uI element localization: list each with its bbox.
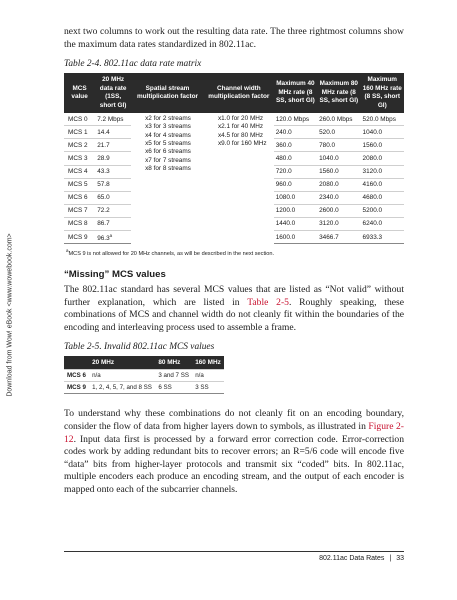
spatial-factor-item: x4 for 4 streams: [145, 131, 191, 139]
max-80mhz-cell: 1040.0: [317, 152, 360, 165]
rate-20mhz-cell: [95, 231, 131, 244]
mcs-value-cell: MCS 6: [64, 370, 89, 382]
mcs-value-cell: MCS 2: [64, 139, 95, 152]
rate-20mhz-cell: [95, 126, 131, 139]
mcs-value-cell: MCS 9: [64, 382, 89, 394]
table-header-row: [64, 356, 224, 370]
channel-factor-item: x9.0 for 160 MHz: [217, 140, 267, 148]
spatial-factor-item: x5 for 5 streams: [145, 140, 191, 148]
max-80mhz-cell: 2080.0: [317, 178, 360, 191]
header-mcs: MCS value: [64, 73, 95, 113]
footnote-text: MCS 9 is not allowed for 20 MHz channels, as will be described in the next section.: [68, 250, 275, 257]
rate-20mhz-cell: [95, 139, 131, 152]
rate-20mhz-cell: [95, 152, 131, 165]
max-40mhz-cell: 360.0: [274, 139, 317, 152]
mcs-value-cell: MCS 8: [64, 217, 95, 230]
footnote-marker: a: [66, 248, 69, 254]
table-footnote: [66, 248, 404, 257]
max-160mhz-cell: 6933.3: [361, 231, 404, 244]
invalid-c20-cell: n/a: [89, 370, 155, 382]
rate-20mhz-cell: [95, 113, 131, 126]
rate-20mhz-cell: [95, 165, 131, 178]
max-160mhz-cell: 5200.0: [361, 204, 404, 217]
invalid-c160-cell: n/a: [192, 370, 224, 382]
max-40mhz-cell: 120.0 Mbps: [275, 115, 310, 123]
mcs-value-cell: MCS 3: [64, 152, 95, 165]
max-160mhz-cell: 4680.0: [361, 191, 404, 204]
table-row: [64, 113, 404, 126]
rate-20mhz-value: 96.3: [97, 234, 110, 242]
spatial-factor-item: x7 for 7 streams: [145, 156, 191, 164]
download-watermark: [4, 195, 16, 435]
table-row: [64, 382, 224, 394]
rate-20mhz-value: 72.2: [97, 207, 110, 215]
page-body: [64, 26, 404, 497]
spatial-factor-item: x6 for 6 streams: [145, 148, 191, 156]
invalid-c80-cell: 6 SS: [155, 382, 192, 394]
rate-20mhz-cell: [95, 191, 131, 204]
header-80mhz: 80 MHz: [155, 356, 192, 370]
max-40mhz-cell: 720.0: [274, 165, 317, 178]
header-max-40mhz: Maximum 40 MHz rate (8 SS, short GI): [274, 73, 317, 113]
para2-text-before: To understand why these combinations do not cleanly fit on an encoding boundary, consider the flow of data from higher layers down to symbols, as illustrated in: [64, 408, 404, 432]
table-2-4-caption: Table 2-4. 802.11ac data rate matrix: [64, 59, 202, 70]
header-spatial-stream-factor: Spatial stream multiplication factor: [131, 73, 204, 113]
mcs-value-cell: MCS 6: [64, 191, 95, 204]
max-160mhz-cell: 3120.0: [361, 165, 404, 178]
missing-mcs-paragraph: [64, 284, 404, 334]
encoding-paragraph: [64, 408, 404, 496]
figure-2-12-link[interactable]: Figure 2-12: [64, 420, 404, 445]
mcs-value-cell: MCS 0: [68, 115, 88, 123]
footnote-marker: a: [109, 232, 113, 238]
max-160mhz-cell: 4160.0: [361, 178, 404, 191]
max-40mhz-cell: 1200.0: [274, 204, 317, 217]
page-number: 33: [396, 555, 404, 562]
mcs-value-cell: MCS 1: [64, 126, 95, 139]
spatial-stream-factor-cell: [131, 113, 204, 243]
rate-20mhz-value: 7.2 Mbps: [97, 115, 124, 123]
header-max-80mhz: Maximum 80 MHz rate (8 SS, short GI): [317, 73, 360, 113]
max-80mhz-cell: 2600.0: [317, 204, 360, 217]
para2-text-after: . Input data first is processed by a forward error correction code. Error-correction codes work by adding redundant bits to recover errors; an R=5/6 code will encode five “data” bits from higher-layer protocols and transmit six “coded” bits. In 802.11ac, multiple encoders each produce an encoding stream, and the output of each encoder is mapped onto each of the subcarrier channels.: [64, 433, 404, 495]
table-2-5-caption: Table 2-5. Invalid 802.11ac MCS values: [64, 342, 215, 353]
header-max-160mhz: Maximum 160 MHz rate (8 SS, short GI): [361, 73, 404, 113]
rate-20mhz-value: 28.9: [97, 155, 110, 163]
max-40mhz-cell: 240.0: [274, 126, 317, 139]
max-40mhz-cell: 1080.0: [274, 191, 317, 204]
mcs-value-cell: MCS 7: [64, 204, 95, 217]
rate-20mhz-cell: [95, 178, 131, 191]
rate-20mhz-cell: [95, 204, 131, 217]
header-160mhz: 160 MHz: [192, 356, 224, 370]
footer-separator: |: [389, 555, 392, 562]
invalid-mcs-table: [64, 356, 224, 394]
max-160mhz-cell: 1040.0: [361, 126, 404, 139]
rate-20mhz-cell: [95, 217, 131, 230]
channel-factor-item: x2.1 for 40 MHz: [217, 123, 264, 131]
header-channel-width-factor: Channel width multiplication factor: [204, 73, 274, 113]
rate-20mhz-value: 14.4: [97, 128, 110, 136]
max-40mhz-cell: 480.0: [274, 152, 317, 165]
max-160mhz-cell: 6240.0: [361, 217, 404, 230]
footer-section-title: 802.11ac Data Rates: [319, 555, 385, 562]
mcs-value-cell: MCS 9: [64, 231, 95, 244]
channel-factor-item: x4.5 for 80 MHz: [217, 131, 264, 139]
max-40mhz-cell: 1440.0: [274, 217, 317, 230]
rate-20mhz-value: 21.7: [97, 141, 110, 149]
spatial-factor-item: x3 for 3 streams: [145, 123, 191, 131]
rate-20mhz-value: 65.0: [97, 194, 110, 202]
mcs-value-cell: MCS 4: [64, 165, 95, 178]
header-20mhz-rate: 20 MHz data rate (1SS, short GI): [95, 73, 131, 113]
spatial-factor-item: x2 for 2 streams: [145, 115, 191, 123]
spatial-factor-item: x8 for 8 streams: [145, 164, 191, 172]
max-80mhz-cell: 780.0: [317, 139, 360, 152]
max-80mhz-cell: 3120.0: [317, 217, 360, 230]
max-80mhz-cell: 260.0 Mbps: [319, 115, 353, 123]
invalid-c160-cell: 3 SS: [192, 382, 224, 394]
page-footer: [64, 551, 404, 562]
header-20mhz: 20 MHz: [89, 356, 155, 370]
max-40mhz-cell: 1600.0: [274, 231, 317, 244]
section-heading: “Missing” MCS values: [64, 268, 166, 280]
intro-paragraph: next two columns to work out the resulting data rate. The three rightmost columns show the maximum data rates standardized in 802.11ac.: [64, 26, 404, 50]
max-160mhz-cell: 520.0 Mbps: [362, 115, 396, 123]
data-rate-matrix-table: [64, 73, 404, 244]
channel-width-factor-cell: [204, 113, 274, 243]
max-80mhz-cell: 2340.0: [317, 191, 360, 204]
max-40mhz-cell: 960.0: [274, 178, 317, 191]
max-160mhz-cell: 2080.0: [361, 152, 404, 165]
rate-20mhz-value: 86.7: [97, 220, 110, 228]
max-80mhz-cell: 1560.0: [317, 165, 360, 178]
invalid-c80-cell: 3 and 7 SS: [155, 370, 192, 382]
rate-20mhz-value: 57.8: [97, 181, 110, 189]
para1-text-after: . Roughly speaking, these combinations of MCS and channel width do not cleanly fit within the boundaries of the encoding and interleaving process used to assemble a frame.: [64, 296, 404, 333]
para1-text-before: The 802.11ac standard has several MCS values that are listed as “Not valid” without further explanation, which are listed in: [64, 283, 404, 308]
max-160mhz-cell: 1560.0: [361, 139, 404, 152]
channel-factor-item: x1.0 for 20 MHz: [217, 115, 264, 123]
header-blank: [64, 356, 89, 370]
table-2-5-link[interactable]: Table 2-5: [247, 296, 289, 308]
invalid-c20-cell: 1, 2, 4, 5, 7, and 8 SS: [89, 382, 155, 394]
mcs-value-cell: MCS 5: [64, 178, 95, 191]
table-header-row: [64, 73, 404, 113]
table-row: [64, 370, 224, 382]
max-80mhz-cell: 520.0: [317, 126, 360, 139]
max-80mhz-cell: 3466.7: [317, 231, 360, 244]
download-watermark-text: Download from Wow! eBook <www.wowebook.com>: [6, 233, 14, 397]
rate-20mhz-value: 43.3: [97, 168, 110, 176]
